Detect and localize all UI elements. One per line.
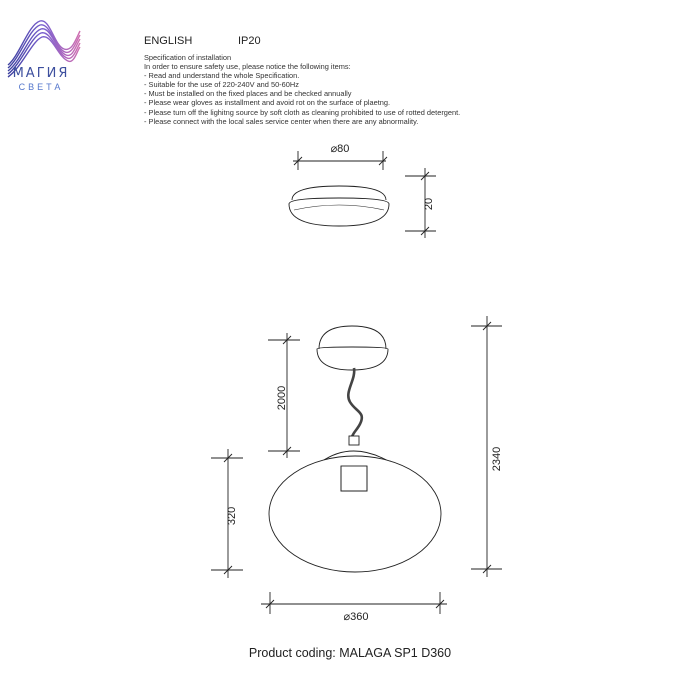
spec-line: - Please turn off the lighitng source by soft cloth as cleaning prohibited to use of rotted detergent. <box>144 107 461 117</box>
shade-height-label: 320 <box>226 506 238 526</box>
logo-brand-text: МАГИЯ <box>12 66 70 81</box>
spec-line: - Read and understand the whole Specification. <box>144 71 300 81</box>
product-code: Product coding: MALAGA SP1 D360 <box>248 646 452 660</box>
spec-line: - Please connect with the local sales service center when there are any abnormality. <box>144 116 419 126</box>
canopy-drawing <box>289 186 389 226</box>
spec-line: In order to ensure safety use, please notice the following items: <box>144 62 351 72</box>
spec-line: Specification of installation <box>144 53 232 62</box>
total-height-label: 2340 <box>491 446 503 472</box>
pendant-lamp-drawing <box>269 326 441 572</box>
logo-sub-text: СВЕТА <box>18 82 64 92</box>
canopy-height-label: 20 <box>423 197 435 211</box>
language-label: ENGLISH <box>144 35 193 47</box>
canopy-diameter-label: ⌀80 <box>330 143 350 155</box>
total-height-dimension <box>471 316 502 577</box>
shade-diameter-label: ⌀360 <box>343 611 369 623</box>
spec-line: - Please wear gloves as installment and avoid rot on the surface of plaetng. <box>144 98 391 108</box>
cable-length-label: 2000 <box>276 385 288 411</box>
spec-line: - Suitable for the use of 220-240V and 50-60Hz <box>144 80 299 90</box>
spec-line: - Must be installed on the fixed places and be checked annually <box>144 89 352 99</box>
ip-rating-label: IP20 <box>238 35 261 47</box>
